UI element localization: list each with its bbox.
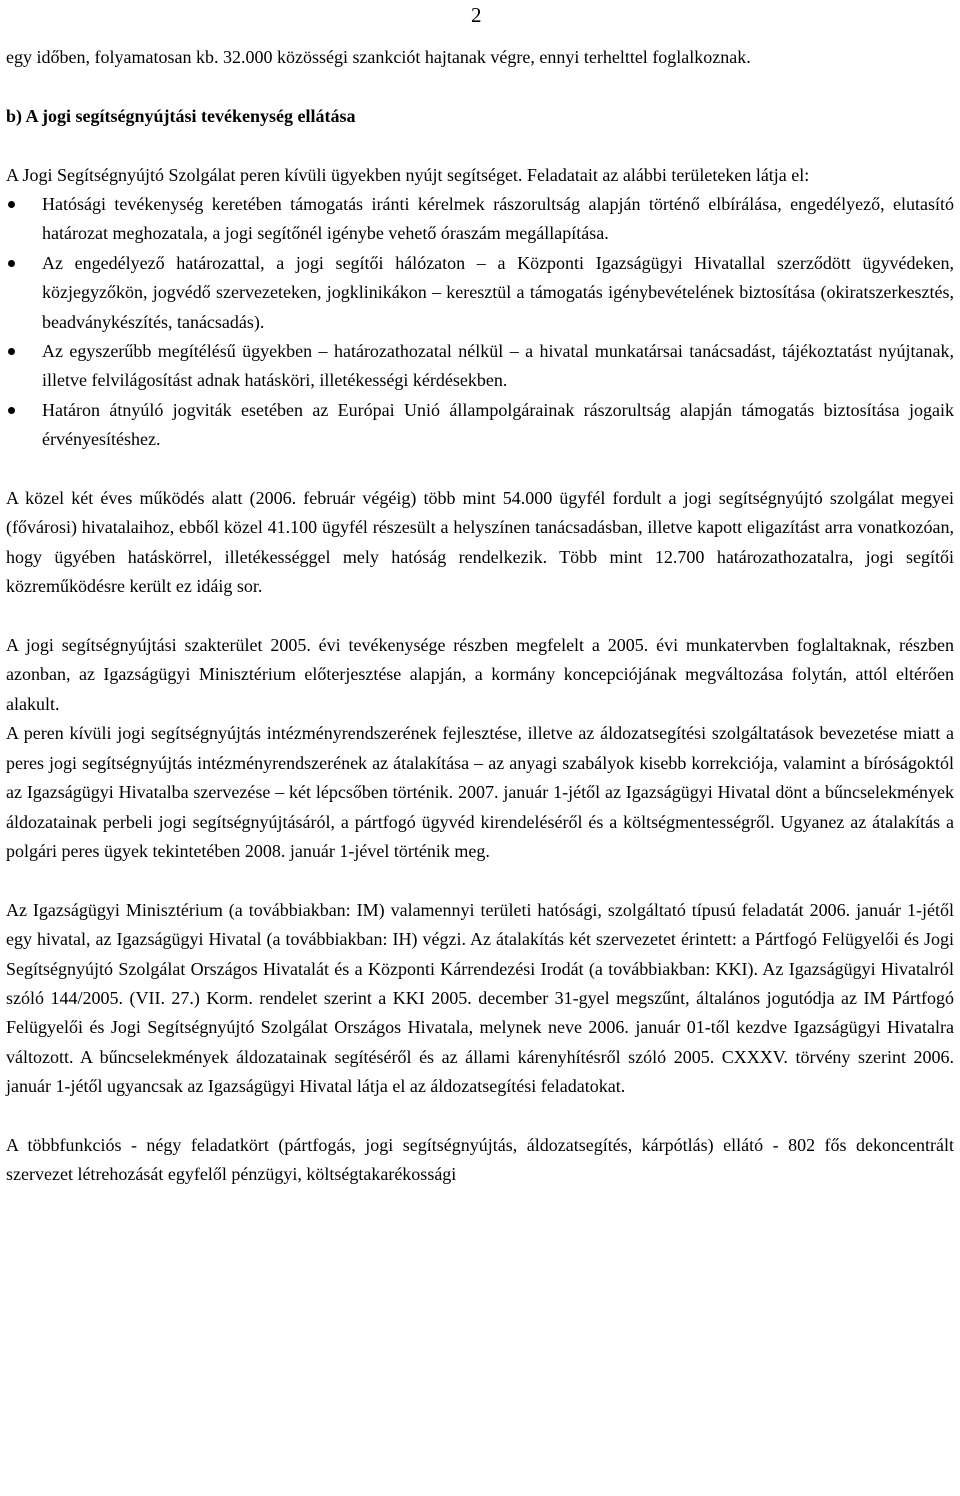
paragraph-restructuring: A peren kívüli jogi segítségnyújtás intézményrendszerének fejlesztése, illetve az áldozatsegítési szolgáltatások bevezetése miatt a peres jogi segítségnyújtás intézményrendszerének az átalakítása – az anyagi szabályok kisebb korrekciója, valamint a bíróságoktól az Igazságügyi Hivatalba szervezése – két lépcsőben történik. 2007. január 1-jétől az Igazságügyi Hivatal dönt a bűncselekmények áldozatainak perbeli jogi segítségnyújtásáról, a pártfogó ügyvéd kirendeléséről és a költségmentességről. Ugyanez az átalakítás a polgári peres ügyek tekintetében 2008. január 1-jével történik meg. — [6, 723, 954, 861]
list-item: Határon átnyúló jogviták esetében az Európai Unió állampolgárainak rászorultság alapján támogatás biztosítása jogaik érvényesítéshez. — [6, 396, 954, 455]
document-body — [6, 43, 954, 1190]
list-item: Az engedélyező határozattal, a jogi segítői hálózaton – a Központi Igazságügyi Hivatallal szerződött ügyvédeken, közjegyzőkön, jogvédő szervezeteken, jogklinikákon – keresztül a támogatás igénybevételének biztosítása (okiratszerkesztés, beadványkészítés, tanácsadás). — [6, 249, 954, 337]
task-list — [6, 190, 954, 455]
list-item: Az egyszerűbb megítélésű ügyekben – határozathozatal nélkül – a hivatal munkatársai tanácsadást, tájékoztatást nyújtanak, illetve felvilágosítást adnak hatásköri, illetékességi kérdésekben. — [6, 337, 954, 396]
paragraph-multifunction: A többfunkciós - négy feladatkört (pártfogás, jogi segítségnyújtás, áldozatsegítés, kárpótlás) ellátó - 802 fős dekoncentrált szervezet létrehozását egyfelől pénzügyi, költségtakarékossági — [6, 1134, 954, 1185]
paragraph-service-intro: A Jogi Segítségnyújtó Szolgálat peren kívüli ügyekben nyújt segítséget. Feladatait az alábbi területeken látja el: — [6, 164, 810, 185]
page-number: 2 — [471, 3, 482, 27]
paragraph-intro: egy időben, folyamatosan kb. 32.000 közösségi szankciót hajtanak végre, ennyi terhelttel foglalkoznak. — [6, 47, 751, 67]
paragraph-statistics: A közel két éves működés alatt (2006. február végéig) több mint 54.000 ügyfél fordult a jogi segítségnyújtó szolgálat megyei (fővárosi) hivatalaihoz, ebből közel 41.100 ügyfél részesült a helyszínen tanácsadásban, illetve kapott eligazítást arra vonatkozóan, hogy ügyében hatáskörrel, illetékességgel mely hatóság rendelkezik. Több mint 12.700 határozathozatalra, jogi segítői közreműködésre került ez idáig sor. — [6, 488, 954, 597]
paragraph-work-plan: A jogi segítségnyújtási szakterület 2005. évi tevékenysége részben megfelelt a 2005. évi munkatervben foglaltaknak, részben azonban, az Igazságügyi Minisztérium előterjesztése alapján, a kormány koncepciójának megváltozása folytán, attól eltérően alakult. — [6, 635, 954, 714]
section-heading: b) A jogi segítségnyújtási tevékenység ellátása — [6, 105, 356, 126]
list-item: Hatósági tevékenység keretében támogatás iránti kérelmek rászorultság alapján történő elbírálása, engedélyező, elutasító határozat meghozatala, a jogi segítőnél igénybe vehető óraszám megállapítása. — [6, 190, 954, 249]
paragraph-ministry: Az Igazságügyi Minisztérium (a továbbiakban: IM) valamennyi területi hatósági, szolgáltató típusú feladatát 2006. január 1-jétől egy hivatal, az Igazságügyi Hivatal (a továbbiakban: IH) végzi. Az átalakítás két szervezetet érintett: a Pártfogó Felügyelői és Jogi Segítségnyújtó Szolgálat Országos Hivatalát és a Központi Kárrendezési Irodát (a továbbiakban: KKI). Az Igazságügyi Hivatalról szóló 144/2005. (VII. 27.) Korm. rendelet szerint a KKI 2005. december 31-gyel megszűnt, általános jogutódja az IM Pártfogó Felügyelői és Jogi Segítségnyújtó Szolgálat Országos Hivatala, melynek neve 2006. január 01-től kezdve Igazságügyi Hivatalra változott. A bűncselekmények áldozatainak segítéséről és az állami kárenyhítésről szóló 2005. CXXXV. törvény szerint 2006. január 1-jétől ugyancsak az Igazságügyi Hivatal látja el az áldozatsegítési feladatokat. — [6, 899, 954, 1097]
